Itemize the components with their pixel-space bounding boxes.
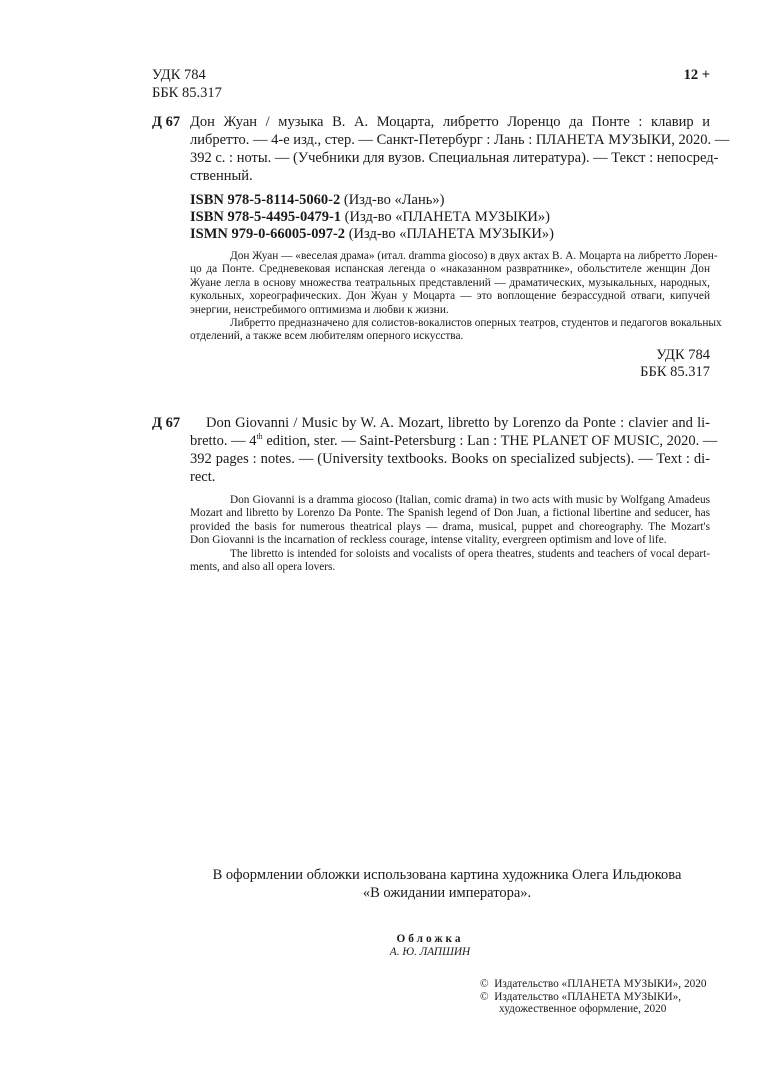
en-record-line: Don Giovanni / Music by W. A. Mozart, libretto by Lorenzo da Ponte : clavier and li- [206, 415, 710, 431]
isbn-list [190, 192, 554, 243]
ru-abstract [190, 250, 722, 344]
abstract-line: Don Giovanni is the incarnation of reckless courage, intense vitality, evergreen optimism and love of life. [190, 534, 667, 547]
abstract-line: цо да Понте. Средневековая испанская легенда о «наказанном развратнике», обольстителе женщин Дон [190, 263, 710, 276]
abstract-line: The libretto is intended for soloists and vocalists of opera theatres, students and teachers of vocal depart- [230, 547, 710, 560]
udk-code-right: УДК 784 [656, 347, 710, 363]
abstract-line: Don Giovanni is a dramma giocoso (Italian, comic drama) in two acts with music by Wolfgang Amadeus [230, 494, 710, 506]
copyright-line: художественное оформление, 2020 [499, 1003, 667, 1015]
abstract-line: provided the basis for numerous theatrical plays — drama, musical, puppet and choreography. The Mozart's [190, 520, 710, 533]
isbn-publisher: (Изд-во «Лань») [343, 192, 445, 208]
isbn-publisher: (Изд-во «ПЛАНЕТА МУЗЫКИ») [348, 226, 554, 242]
cover-note [152, 866, 742, 902]
copyright-block [480, 978, 707, 1016]
isbn-number: ISBN 978-5-4495-0479-1 [190, 209, 342, 225]
cover-credit-name: А. Ю. ЛАПШИН [389, 946, 471, 958]
isbn-number: ISBN 978-5-8114-5060-2 [190, 192, 341, 208]
isbn-publisher: (Изд-во «ПЛАНЕТА МУЗЫКИ») [344, 209, 550, 225]
age-rating: 12 + [683, 67, 710, 83]
abstract-line: Либретто предназначено для солистов-вокалистов оперных театров, студентов и педагогов вокальных [230, 316, 722, 329]
abstract-line: Mozart and libretto by Lorenzo Da Ponte. The Spanish legend of Don Juan, a fictional libertine and seducer, has [190, 507, 710, 520]
cover-note-line: В оформлении обложки использована картина художника Олега Ильдюкова [212, 867, 682, 883]
bbk-code-right: ББК 85.317 [640, 364, 710, 380]
isbn-line [190, 209, 554, 226]
abstract-line: ments, and also all opera lovers. [190, 560, 336, 573]
en-bibliographic-record [190, 414, 718, 486]
abstract-line: кукольных, хореографических. Дон Жуан у Моцарта — это воплощение безрассудной отваги, кипучей [190, 290, 710, 303]
en-record-line: rect. [190, 469, 216, 485]
copyright-icon: © [480, 990, 489, 1003]
ru-bibliographic-record [190, 113, 730, 185]
record-code-en: Д 67 [152, 415, 181, 431]
ru-record-line: ственный. [190, 168, 253, 184]
abstract-line: Жуане легла в основу множества театральных представлений — драматических, музыкальных, народных, [190, 276, 710, 289]
abstract-line: отделений, а также всем любителям оперного искусства. [190, 330, 464, 343]
copyright-line: © Издательство «ПЛАНЕТА МУЗЫКИ», [480, 990, 682, 1003]
copyright-line: © Издательство «ПЛАНЕТА МУЗЫКИ», 2020 [480, 978, 707, 990]
en-abstract [190, 494, 710, 574]
cover-note-line: «В ожидании императора». [362, 885, 532, 901]
en-record-line: 392 pages : notes. — (University textbooks. Books on specialized subjects). — Text : di- [190, 451, 710, 467]
copyright-icon: © [480, 978, 489, 990]
cover-credit [340, 933, 520, 959]
ru-record-line: 392 с. : ноты. — (Учебники для вузов. Специальная литература). — Текст : непосред- [190, 150, 719, 166]
ru-record-line: либретто. — 4-е изд., стер. — Санкт-Петербург : Лань : ПЛАНЕТА МУЗЫКИ, 2020. — [190, 132, 730, 148]
isbn-line [190, 192, 554, 209]
bbk-code: ББК 85.317 [152, 85, 222, 101]
en-record-line: bretto. — 4th edition, ster. — Saint-Petersburg : Lan : THE PLANET OF MUSIC, 2020. — [190, 432, 718, 449]
isbn-line [190, 226, 554, 243]
cover-credit-label: Обложка [396, 933, 464, 945]
ru-record-line: Дон Жуан / музыка В. А. Моцарта, либретто Лоренцо да Понте : клавир и [190, 114, 710, 130]
udk-code: УДК 784 [152, 67, 206, 83]
abstract-line: энергии, неистребимого оптимизма и любви к жизни. [190, 303, 449, 316]
abstract-line: Дон Жуан — «веселая драма» (итал. dramma giocoso) в двух актах В. А. Моцарта на либретто Лорен- [230, 250, 718, 262]
record-code: Д 67 [152, 114, 181, 130]
isbn-number: ISMN 979-0-66005-097-2 [190, 226, 346, 242]
